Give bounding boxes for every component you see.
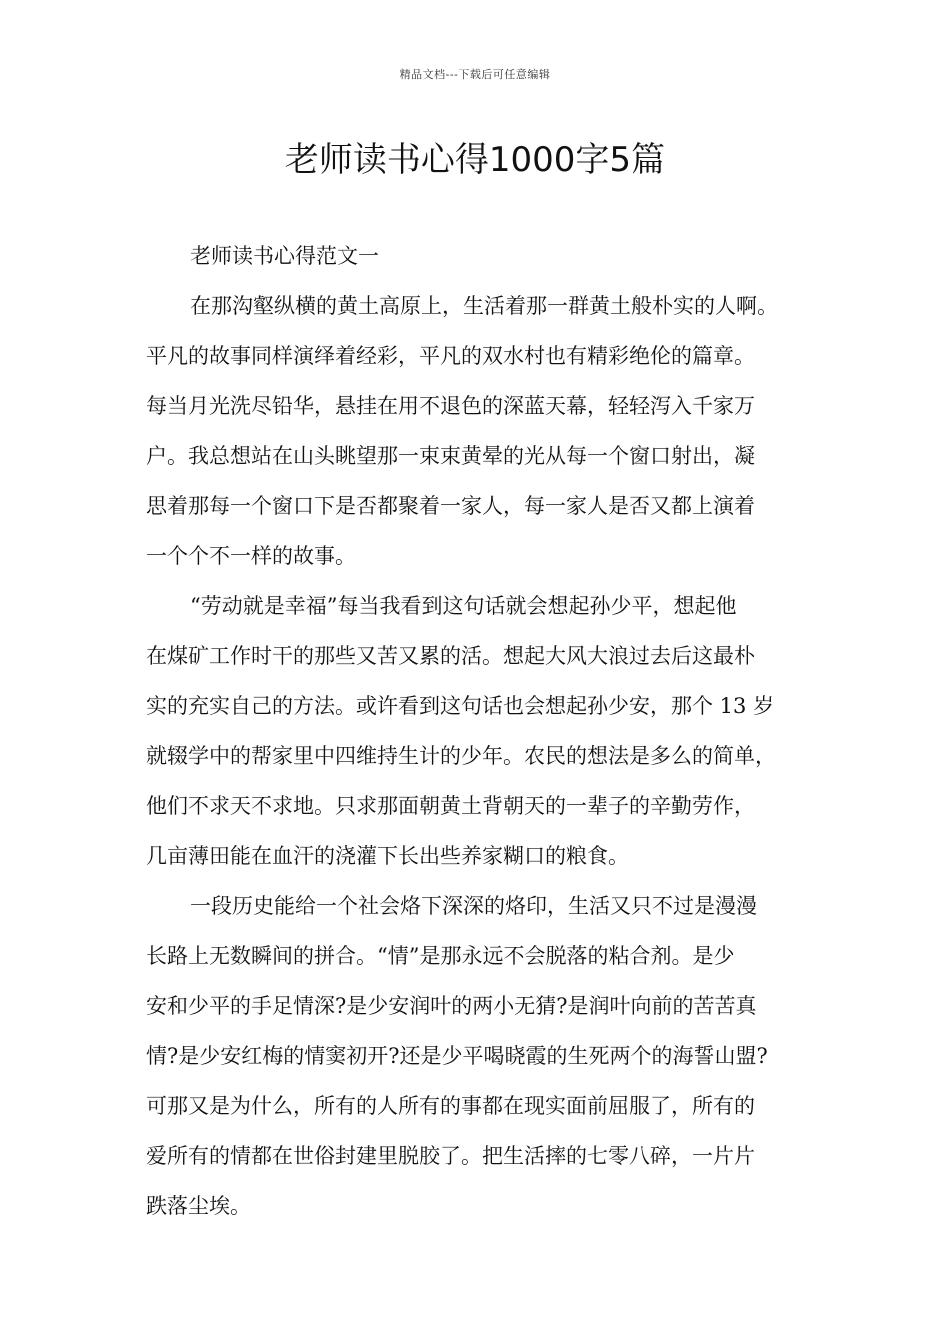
paragraph-line: 一段历史能给一个社会烙下深深的烙印，生活又只不过是漫漫 <box>190 894 757 918</box>
paragraph-line: 安和少平的手足情深?是少安润叶的两小无猜?是润叶向前的苦苦真 <box>146 994 757 1018</box>
paragraph-line: 爱所有的情都在世俗封建里脱胶了。把生活摔的七零八碎，一片片 <box>146 1144 755 1168</box>
paragraph-line: 跌落尘埃。 <box>146 1194 251 1218</box>
paragraph-1 <box>146 281 828 581</box>
paragraph-line: 在那沟壑纵横的黄土高原上，生活着那一群黄土般朴实的人啊。 <box>190 294 778 318</box>
paragraph-line: 长路上无数瞬间的拼合。“情”是那永远不会脱落的粘合剂。是少 <box>146 944 735 968</box>
paragraph-line: 情?是少安红梅的情窦初开?还是少平喝晓霞的生死两个的海誓山盟? <box>146 1044 768 1068</box>
paragraph-line: 户。我总想站在山头眺望那一束束黄晕的光从每一个窗口射出，凝 <box>146 444 755 468</box>
paragraph-line: 可那又是为什么，所有的人所有的事都在现实面前屈服了，所有的 <box>146 1094 755 1118</box>
paragraph-line: 就辍学中的帮家里中四维持生计的少年。农民的想法是多么的简单， <box>146 744 776 768</box>
paragraph-line: 他们不求天不求地。只求那面朝黄土背朝天的一辈子的辛勤劳作， <box>146 794 755 818</box>
paragraph-line: 每当月光洗尽铅华，悬挂在用不退色的深蓝天幕，轻轻泻入千家万 <box>146 394 755 418</box>
paragraph-line: 一个个不一样的故事。 <box>146 544 356 568</box>
paragraph-line: 在煤矿工作时干的那些又苦又累的活。想起大风大浪过去后这最朴 <box>146 644 755 668</box>
section-heading: 老师读书心得范文一 <box>190 244 379 268</box>
document-body <box>146 231 828 1231</box>
paragraph-line: “劳动就是幸福”每当我看到这句话就会想起孙少平，想起他 <box>190 594 737 618</box>
paragraph-line: 思着那每一个窗口下是否都聚着一家人，每一家人是否又都上演着 <box>146 494 755 518</box>
paragraph-line: 几亩薄田能在血汗的浇灌下长出些养家糊口的粮食。 <box>146 844 629 868</box>
page-title: 老师读书心得1000字5篇 <box>284 140 666 180</box>
paragraph-2 <box>146 581 828 881</box>
paragraph-3 <box>146 881 828 1231</box>
paragraph-line: 平凡的故事同样演绎着经彩，平凡的双水村也有精彩绝伦的篇章。 <box>146 344 755 368</box>
paragraph-line: 实的充实自己的方法。或许看到这句话也会想起孙少安，那个 13 岁 <box>146 694 775 718</box>
header-note: 精品文档---下载后可任意编辑 <box>399 68 551 81</box>
